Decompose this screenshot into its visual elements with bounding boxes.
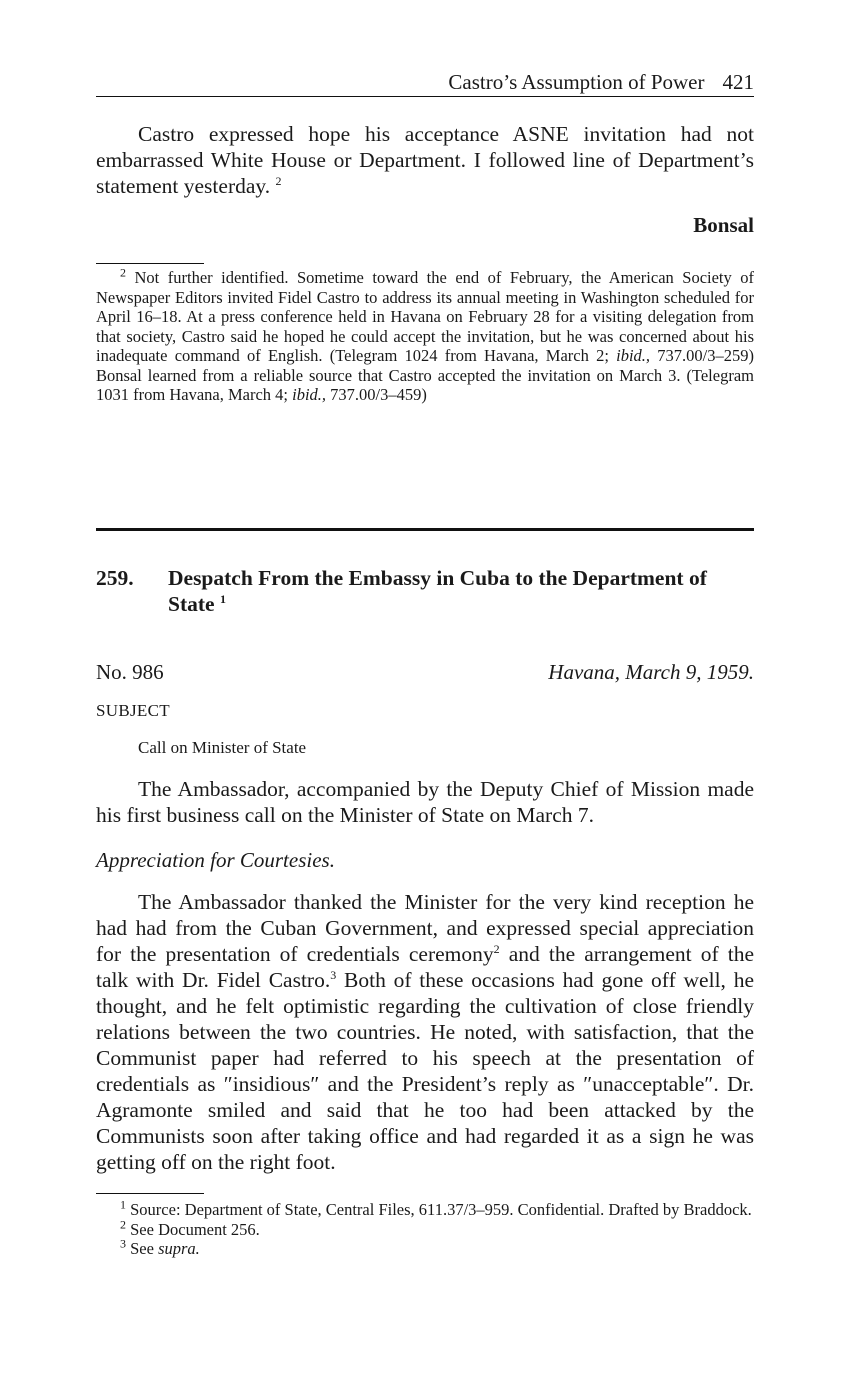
opening-paragraph-block [96, 121, 754, 199]
despatch-number: No. 986 [96, 660, 164, 684]
footnote-text: 737.00/3–459) [330, 385, 427, 404]
signature: Bonsal [693, 213, 754, 237]
place-date: Havana, March 9, 1959. [548, 660, 754, 684]
opening-paragraph [96, 121, 754, 199]
footnote-marker: 1 [120, 1197, 126, 1212]
document-number: 259. [96, 566, 134, 590]
footnote-ibid: ibid., [616, 346, 651, 365]
opening-paragraph-text: Castro expressed hope his acceptance ASNE invitation had not embarrassed White House or Department. I followed line of Department’s statement yesterday. [96, 122, 754, 198]
intro-block [96, 776, 754, 828]
document-title [168, 565, 754, 617]
footnote-marker: 2 [120, 1217, 126, 1231]
footnote-ref: 3 [330, 967, 337, 982]
main-paragraph-block [96, 889, 754, 1175]
footnote-ref: 1 [219, 591, 226, 606]
intro-paragraph: The Ambassador, accompanied by the Deputy Chief of Mission made his first business call on the Minister of State on March 7. [96, 777, 754, 827]
footnote-marker: 2 [120, 265, 126, 280]
main-paragraph-text: and the arrangement of the talk with Dr. Fidel Castro. [96, 942, 755, 992]
footnote-rule [96, 1193, 204, 1194]
page-number: 421 [722, 70, 754, 94]
footnote-marker: 3 [120, 1236, 126, 1251]
document-title-text: Despatch From the Embassy in Cuba to the Department of State [168, 566, 707, 616]
footnote-text: See Document 256. [130, 1219, 260, 1239]
main-paragraph [96, 889, 754, 1175]
main-paragraph-text: Both of these occasions had gone off well, he thought, and he felt optimistic regarding the cultivation of close friendly relations between the two countries. He noted, with satisfaction, that the Communist paper had referred to his speech at the presentation of credentials as ″insidious″ and the President’s reply as ″unacceptable″. Dr. Agramonte smiled and said that he too had been attacked by the Communists soon after taking office and had regarded it as a sign he was getting off on the right foot. [96, 968, 755, 1174]
footnote-rule [96, 263, 204, 264]
running-head [96, 68, 754, 97]
footnote-1 [96, 1197, 754, 1220]
main-paragraph-text: The Ambassador thanked the Minister for the very kind reception he had had from the Cuban Government, and expressed special appreciation for the presentation of credentials ceremony [96, 890, 754, 966]
footnote-ibid: ibid., [292, 385, 327, 404]
subject-label: SUBJECT [96, 701, 170, 720]
footnote-2 [96, 1217, 754, 1240]
running-head-title: Castro’s Assumption of Power [448, 70, 705, 94]
section-heading: Appreciation for Courtesies. [96, 848, 335, 872]
footnote-italic: supra. [158, 1239, 200, 1258]
document-heading [96, 565, 754, 617]
footnote-text: 737.00/3–259) Bonsal learned from a reliable source that Castro accepted the invitation on March 3. (Telegram 1031 from Havana, March 4; [96, 346, 755, 404]
footnote-ref: 2 [493, 941, 500, 956]
subject-text: Call on Minister of State [138, 738, 307, 757]
footnote-ref: 2 [275, 173, 282, 188]
footnote-text: Source: Department of State, Central Files, 611.37/3–959. Confidential. Drafted by Braddock. [130, 1200, 752, 1219]
top-footnote [96, 265, 755, 405]
footnote-text: Not further identified. Sometime toward the end of February, the American Society of Newspaper Editors invited Fidel Castro to address its annual meeting in Washington scheduled for April 16–18. At a press conference held in Havana on February 28 for a visiting delegation from that society, Castro said he hoped he could accept the invitation, but he was concerned about his inadequate command of English. (Telegram 1024 from Havana, March 2; [96, 268, 754, 365]
despatch-meta [96, 660, 754, 685]
section-divider [96, 528, 754, 531]
footnote-text: See [130, 1239, 154, 1258]
bottom-footnotes-block [96, 1193, 754, 1259]
footnote-3 [96, 1236, 754, 1259]
top-footnote-block [96, 263, 754, 405]
